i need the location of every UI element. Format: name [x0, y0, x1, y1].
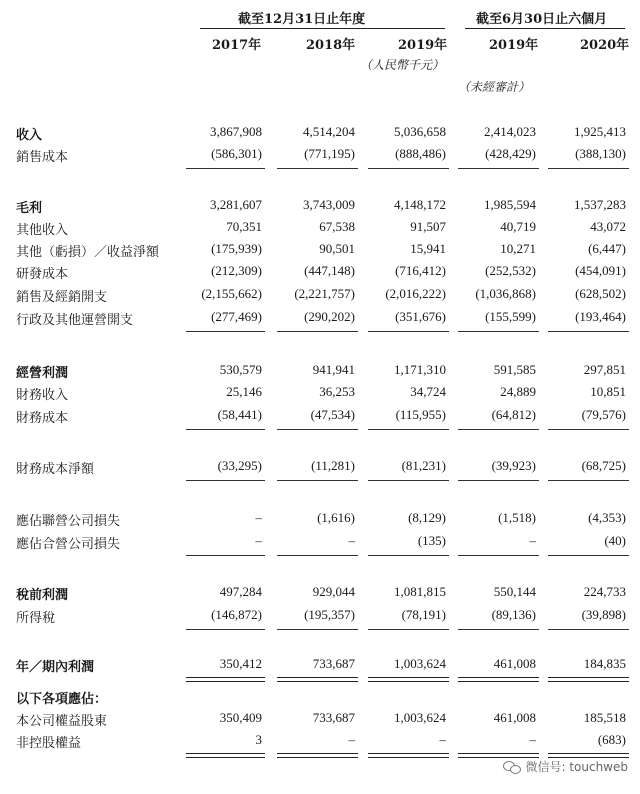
cell-value: (89,136): [491, 607, 536, 622]
cell-value: (2,016,222): [385, 286, 446, 301]
cell-value: (628,502): [575, 286, 626, 301]
row-label: 研發成本: [16, 267, 69, 282]
cell-value: (40): [604, 533, 626, 548]
cell-value: (155,599): [485, 309, 536, 324]
cell-value: 1,985,594: [484, 197, 536, 212]
cell-value: (277,469): [211, 309, 262, 324]
row-label: 稅前利潤: [16, 588, 69, 603]
total-double-rule: [368, 677, 449, 682]
cell-value: 350,412: [219, 656, 262, 671]
cell-value: (79,576): [581, 407, 626, 422]
subtotal-rule: [186, 555, 265, 556]
cell-value: (78,191): [401, 607, 446, 622]
cell-value: 1,171,310: [394, 362, 446, 377]
subtotal-rule: [368, 480, 449, 481]
cell-value: 67,538: [319, 219, 355, 234]
cell-value: 4,148,172: [394, 197, 446, 212]
cell-value: (64,812): [491, 407, 536, 422]
row-label: 其他收入: [16, 223, 69, 238]
header-rule-halfyear: [465, 28, 625, 29]
cell-value: 70,351: [226, 219, 262, 234]
cell-value: (68,725): [581, 458, 626, 473]
cell-value: 929,044: [312, 584, 355, 599]
cell-value: 2,414,023: [484, 124, 536, 139]
cell-value: 10,271: [500, 241, 536, 256]
cell-value: 10,851: [590, 384, 626, 399]
cell-value: (212,309): [211, 263, 262, 278]
cell-value: (11,281): [311, 458, 355, 473]
year-col-5: 2020年: [580, 38, 630, 53]
cell-value: 43,072: [590, 219, 626, 234]
cell-value: 5,036,658: [394, 124, 446, 139]
subtotal-rule: [368, 429, 449, 430]
total-double-rule: [548, 677, 629, 682]
subtotal-rule: [548, 429, 629, 430]
subtotal-rule: [186, 168, 265, 169]
subtotal-rule: [186, 480, 265, 481]
cell-value: 4,514,204: [303, 124, 355, 139]
cell-value: (252,532): [485, 263, 536, 278]
row-label: 年／期內利潤: [16, 660, 95, 675]
subtotal-rule: [277, 331, 358, 332]
row-label: 銷售成本: [16, 150, 69, 165]
row-label: 所得稅: [16, 611, 56, 626]
cell-value: (290,202): [304, 309, 355, 324]
unit-label: （人民幣千元）: [360, 58, 445, 72]
cell-value: 733,687: [312, 656, 355, 671]
cell-value: 91,507: [410, 219, 446, 234]
cell-value: 1,003,624: [394, 710, 446, 725]
cell-value: (683): [597, 732, 626, 747]
cell-value: (47,534): [310, 407, 355, 422]
cell-value: –: [529, 533, 536, 548]
subtotal-rule: [186, 331, 265, 332]
total-double-rule: [277, 677, 358, 682]
header-rule-annual: [200, 28, 445, 29]
cell-value: (8,129): [408, 510, 446, 525]
cell-value: (6,447): [588, 241, 626, 256]
total-double-rule: [186, 677, 265, 682]
cell-value: 461,008: [493, 656, 536, 671]
subtotal-rule: [277, 555, 358, 556]
cell-value: –: [255, 533, 262, 548]
cell-value: 297,851: [583, 362, 626, 377]
cell-value: (586,301): [211, 146, 262, 161]
cell-value: –: [529, 732, 536, 747]
subtotal-rule: [368, 168, 449, 169]
subtotal-rule: [277, 429, 358, 430]
cell-value: (1,518): [498, 510, 536, 525]
header-group-halfyear: 截至6月30日止六個月: [476, 12, 608, 27]
cell-value: 24,889: [500, 384, 536, 399]
cell-value: 530,579: [219, 362, 262, 377]
cell-value: –: [255, 510, 262, 525]
cell-value: –: [348, 533, 355, 548]
row-label: 其他（虧損）／收益淨額: [16, 245, 160, 260]
row-label: 行政及其他運營開支: [16, 313, 134, 328]
cell-value: 591,585: [493, 362, 536, 377]
cell-value: 36,253: [319, 384, 355, 399]
cell-value: (115,955): [395, 407, 446, 422]
cell-value: 1,925,413: [574, 124, 626, 139]
cell-value: –: [348, 732, 355, 747]
cell-value: 550,144: [493, 584, 536, 599]
subtotal-rule: [548, 555, 629, 556]
watermark-text: 微信号: touchweb: [525, 760, 628, 774]
year-col-4: 2019年: [489, 38, 539, 53]
cell-value: 25,146: [226, 384, 262, 399]
cell-value: (4,353): [588, 510, 626, 525]
total-double-rule: [277, 753, 358, 758]
cell-value: (2,155,662): [201, 286, 262, 301]
cell-value: 185,518: [583, 710, 626, 725]
cell-value: (1,616): [317, 510, 355, 525]
subtotal-rule: [458, 331, 539, 332]
cell-value: 90,501: [319, 241, 355, 256]
cell-value: (33,295): [217, 458, 262, 473]
cell-value: 497,284: [219, 584, 262, 599]
cell-value: 733,687: [312, 710, 355, 725]
cell-value: 1,081,815: [394, 584, 446, 599]
total-double-rule: [186, 753, 265, 758]
row-label: 收入: [16, 128, 43, 143]
cell-value: (193,464): [575, 309, 626, 324]
subtotal-rule: [458, 168, 539, 169]
subtotal-rule: [458, 555, 539, 556]
cell-value: (135): [417, 533, 446, 548]
cell-value: 3,281,607: [210, 197, 262, 212]
cell-value: –: [439, 732, 446, 747]
subtotal-rule: [548, 168, 629, 169]
cell-value: 15,941: [410, 241, 446, 256]
cell-value: (39,898): [581, 607, 626, 622]
cell-value: (454,091): [575, 263, 626, 278]
cell-value: 3: [255, 732, 262, 747]
subtotal-rule: [186, 629, 265, 630]
row-label: 應佔合營公司損失: [16, 537, 121, 552]
cell-value: 40,719: [500, 219, 536, 234]
row-label: 應佔聯營公司損失: [16, 514, 121, 529]
cell-value: (195,357): [304, 607, 355, 622]
row-label: 經營利潤: [16, 366, 69, 381]
row-label: 銷售及經銷開支: [16, 290, 108, 305]
cell-value: 34,724: [410, 384, 446, 399]
cell-value: (447,148): [304, 263, 355, 278]
subtotal-rule: [458, 480, 539, 481]
subtotal-rule: [277, 629, 358, 630]
year-col-3: 2019年: [398, 38, 448, 53]
unaudited-label: （未經審計）: [458, 80, 531, 94]
cell-value: (175,939): [211, 241, 262, 256]
cell-value: (81,231): [401, 458, 446, 473]
subtotal-rule: [548, 331, 629, 332]
row-label: 非控股權益: [16, 736, 82, 751]
year-col-2: 2018年: [306, 38, 356, 53]
cell-value: 224,733: [583, 584, 626, 599]
cell-value: 1,537,283: [574, 197, 626, 212]
cell-value: (351,676): [395, 309, 446, 324]
total-double-rule: [458, 677, 539, 682]
subtotal-rule: [548, 629, 629, 630]
row-label: 本公司權益股東: [16, 714, 108, 729]
cell-value: 1,003,624: [394, 656, 446, 671]
cell-value: (39,923): [491, 458, 536, 473]
subtotal-rule: [277, 168, 358, 169]
cell-value: (58,441): [217, 407, 262, 422]
cell-value: (716,412): [395, 263, 446, 278]
year-col-1: 2017年: [212, 38, 262, 53]
cell-value: (771,195): [304, 146, 355, 161]
cell-value: (388,130): [575, 146, 626, 161]
cell-value: 3,867,908: [210, 124, 262, 139]
subtotal-rule: [548, 480, 629, 481]
subtotal-rule: [458, 429, 539, 430]
row-label: 財務成本淨額: [16, 462, 95, 477]
row-label: 財務成本: [16, 411, 69, 426]
cell-value: 3,743,009: [303, 197, 355, 212]
cell-value: (1,036,868): [475, 286, 536, 301]
cell-value: 941,941: [312, 362, 355, 377]
total-double-rule: [368, 753, 449, 758]
subtotal-rule: [368, 331, 449, 332]
subtotal-rule: [277, 480, 358, 481]
row-label: 財務收入: [16, 388, 69, 403]
cell-value: 184,835: [583, 656, 626, 671]
subtotal-rule: [368, 629, 449, 630]
cell-value: (428,429): [485, 146, 536, 161]
cell-value: 350,409: [219, 710, 262, 725]
subtotal-rule: [186, 429, 265, 430]
cell-value: (146,872): [211, 607, 262, 622]
watermark: [503, 758, 628, 775]
header-group-annual: 截至12月31日止年度: [238, 12, 366, 27]
subtotal-rule: [458, 629, 539, 630]
row-label: 以下各項應佔：: [16, 692, 108, 707]
cell-value: (888,486): [395, 146, 446, 161]
subtotal-rule: [368, 555, 449, 556]
cell-value: (2,221,757): [294, 286, 355, 301]
cell-value: 461,008: [493, 710, 536, 725]
row-label: 毛利: [16, 201, 43, 216]
wechat-icon: [503, 760, 521, 774]
